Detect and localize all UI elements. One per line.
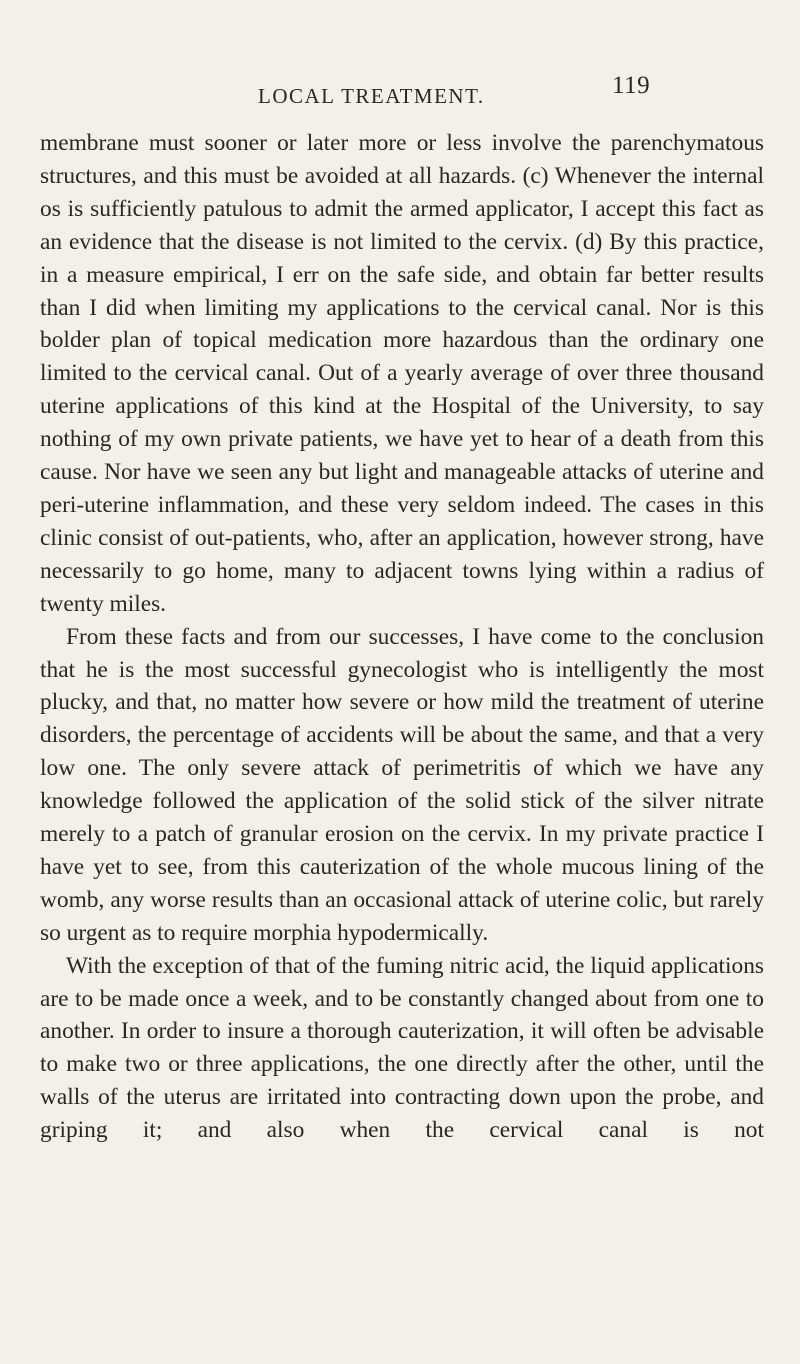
body-text bbox=[40, 127, 764, 1147]
page-number: 119 bbox=[612, 72, 651, 99]
running-head bbox=[0, 64, 800, 124]
paragraph-conclusion: From these facts and from our successes, I have come to the conclusion that he is the most successful gynecologist who is intelligently the most plucky, and that, no matter how severe or how mild the treatment of uterine disorders, the percentage of accidents will be about the same, and that a very low one. The only severe attack of perimetritis of which we have any knowledge followed the application of the solid stick of the silver nitrate merely to a patch of granular erosion on the cervix. In my private practice I have yet to see, from this cauterization of the whole mucous lining of the womb, any worse results than an occasional attack of uterine colic, but rarely so urgent as to require morphia hypodermically. bbox=[40, 623, 764, 946]
paragraph-continued: membrane must sooner or later more or less involve the parenchymatous structures, and this must be avoided at all hazards. (c) Whenever the internal os is sufficiently patulous to admit the armed applicator, I accept this fact as an evidence that the disease is not limited to the cervix. (d) By this practice, in a measure empirical, I err on the safe side, and obtain far better results than I did when limiting my applications to the cervical canal. Nor is this bolder plan of topical medication more hazardous than the ordinary one limited to the cervical canal. Out of a yearly average of over three thousand uterine applications of this kind at the Hospital of the University, to say nothing of my own private patients, we have yet to hear of a death from this cause. Nor have we seen any but light and manageable attacks of uterine and peri-uterine inflammation, and these very seldom indeed. The cases in this clinic consist of out-patients, who, after an application, however strong, have necessarily to go home, many to adjacent towns lying within a radius of twenty miles. bbox=[40, 130, 764, 617]
running-head-title: LOCAL TREATMENT. bbox=[258, 84, 485, 108]
paragraph-liquid-applications: With the exception of that of the fuming nitric acid, the liquid applications are to be made once a week, and to be constantly changed about from one to another. In order to insure a thorough cauterization, it will often be advisable to make two or three applications, the one directly after the other, until the walls of the uterus are irritated into contracting down upon the probe, and griping it; and also when the cervical canal is not bbox=[40, 952, 764, 1144]
